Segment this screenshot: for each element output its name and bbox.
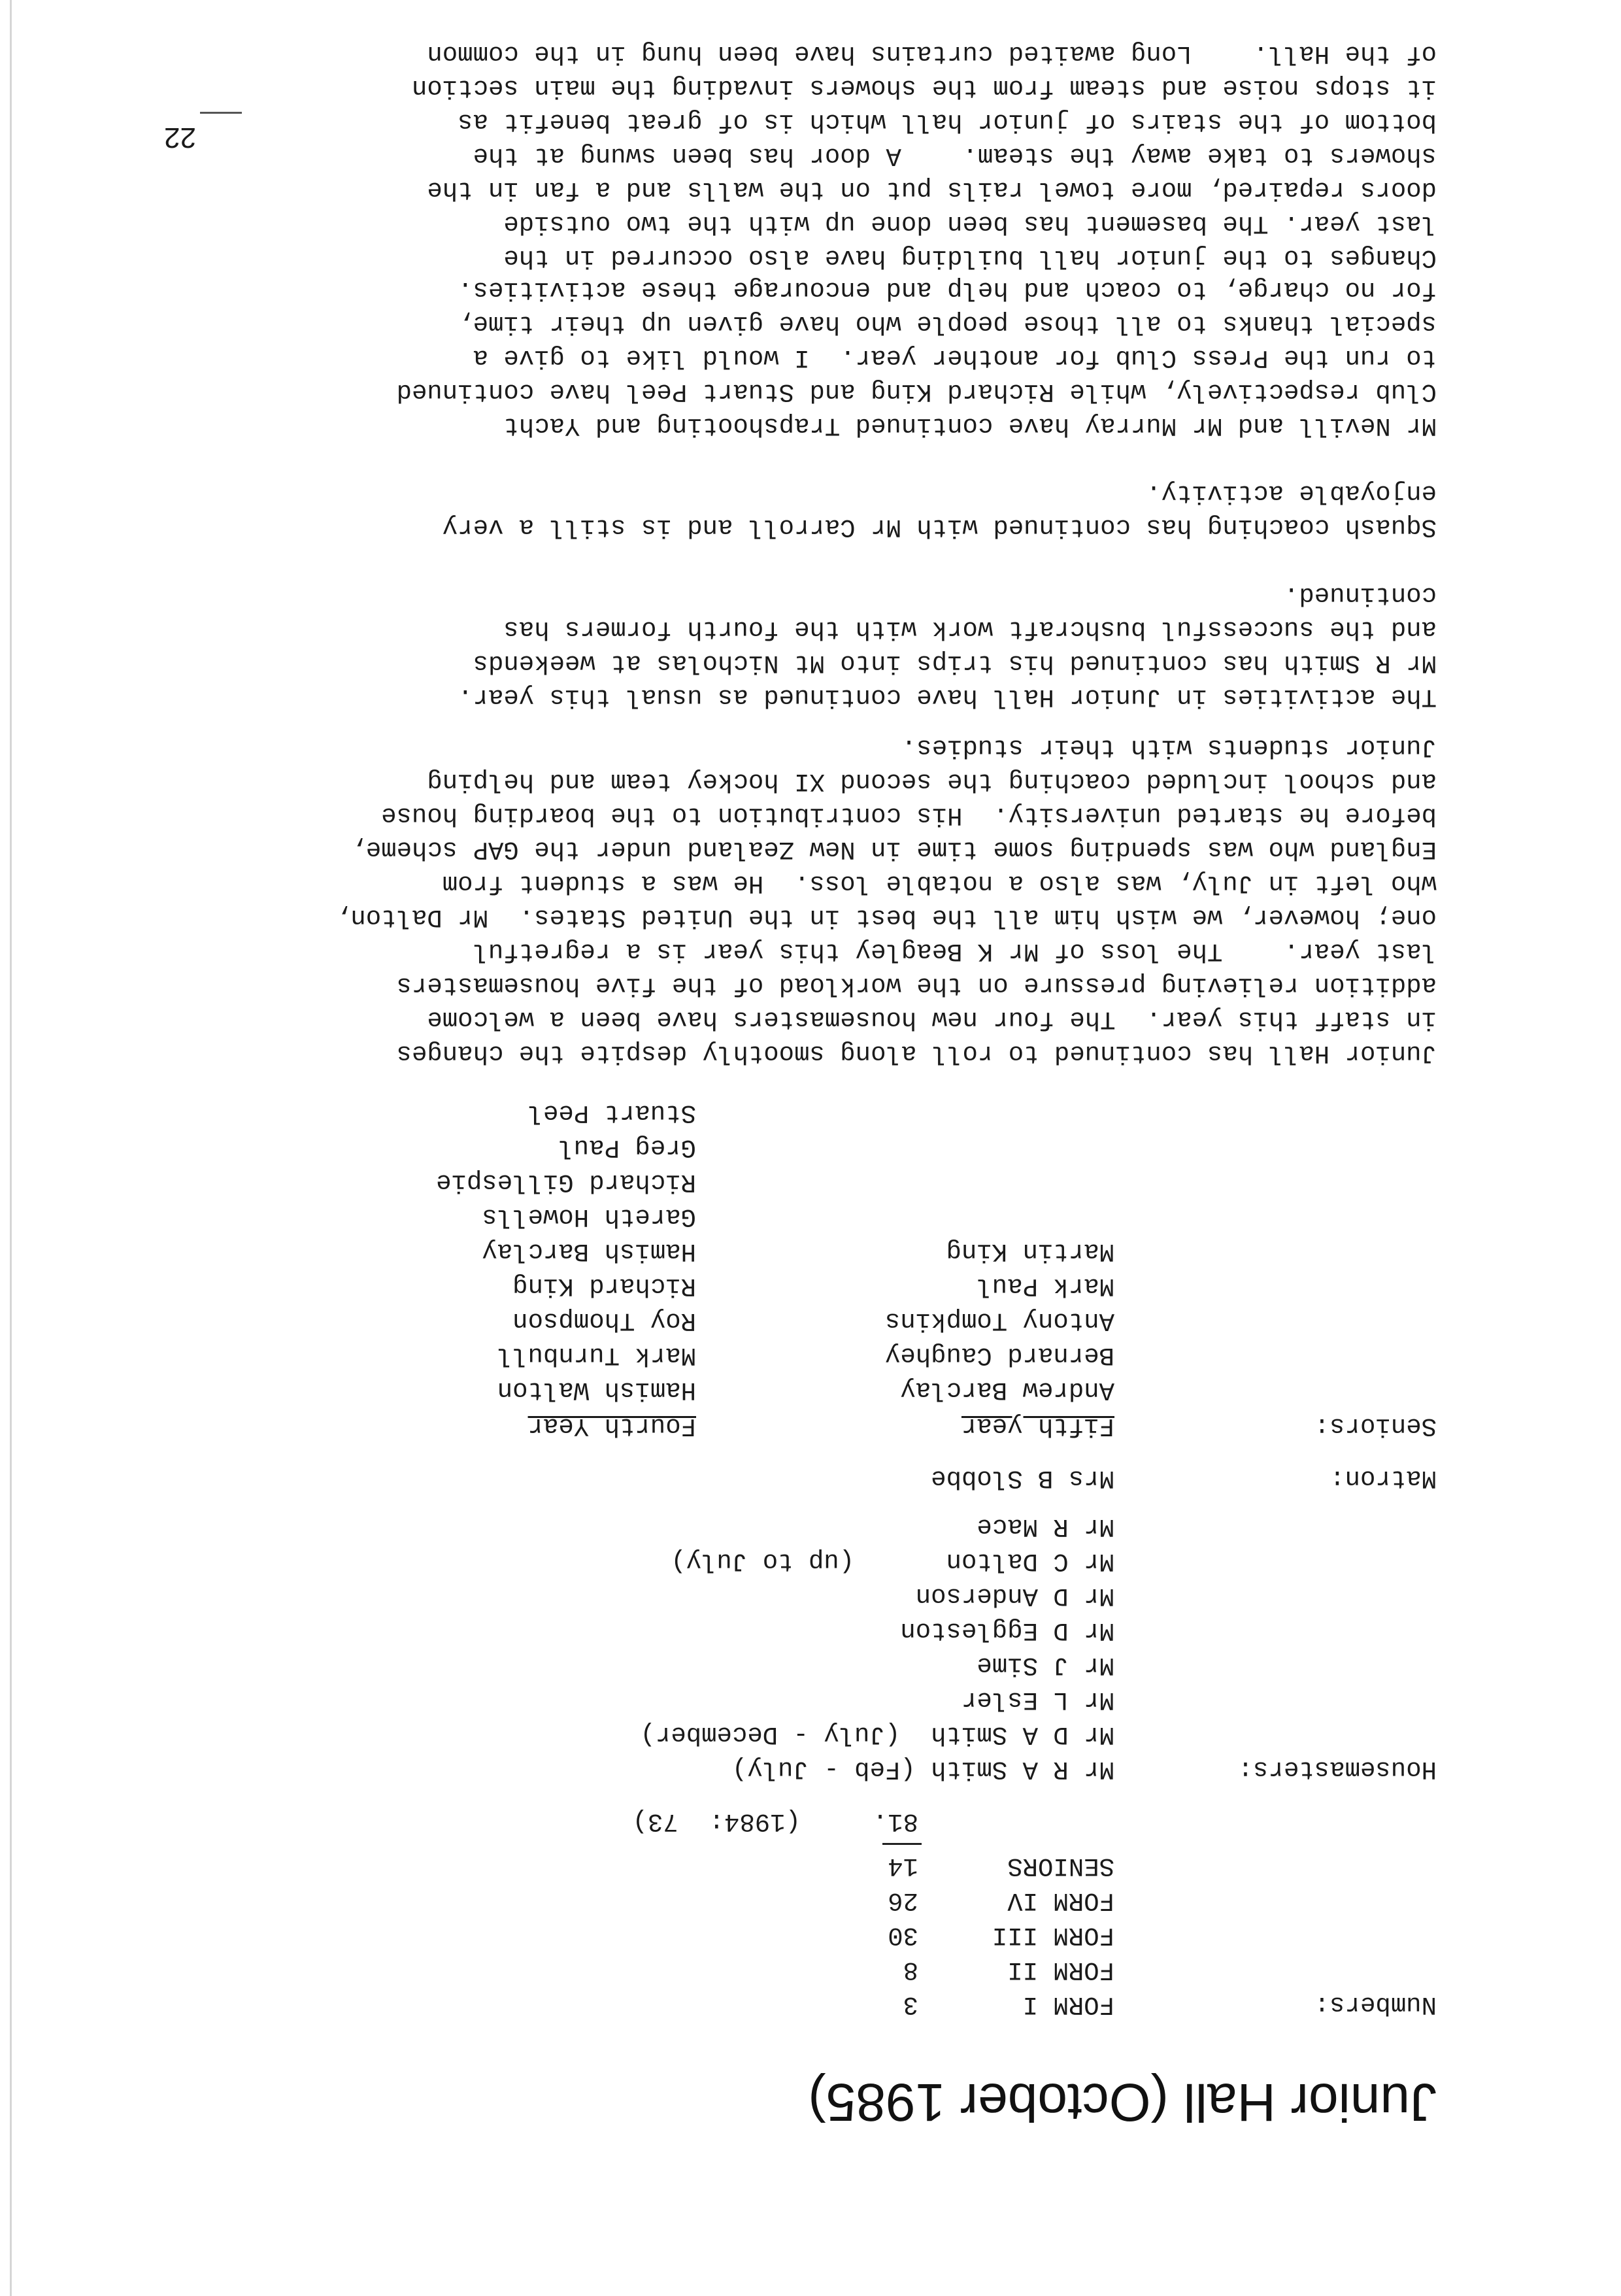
fifth-year-name: Andrew Barclay (900, 1376, 1114, 1404)
number-row-count: 30 (888, 1921, 918, 1950)
fourth-year-name: Hamish Barclay (482, 1237, 696, 1266)
number-row-form: FORM I (1022, 1990, 1114, 2019)
body-paragraph: Mr Nevill and Mr Murray have continued Trapshooting and Yacht Club respectively, while Richard King and Stuart Peel have continued to run the Press Club for another year. I would like to give a special thanks to all those people who have given up their time, for no charge, to coach and help and encourage these activities. (396, 275, 1437, 440)
total-rule (882, 1843, 922, 1845)
number-row-form: SENIORS (1007, 1851, 1114, 1880)
matron-label: Matron: (1329, 1464, 1437, 1493)
body-paragraph: Squash coaching has continued with Mr Carroll and is still a very enjoyable activity. (442, 479, 1437, 541)
body-paragraph: The activities in Junior Hall have continued as usual this year. Mr R Smith has continued his trips into Mt Nicholas at weekends and the successful bushcraft work with the fourth formers has continued. (458, 581, 1437, 711)
fifth-year-heading: Fifth year (961, 1411, 1114, 1440)
number-row-count: 3 (903, 1990, 918, 2019)
housemaster-name: Mr R Mace (977, 1512, 1114, 1541)
number-row-count: 14 (888, 1851, 918, 1880)
fifth-year-name: Bernard Caughey (884, 1341, 1114, 1370)
numbers-total: 81. (872, 1807, 918, 1836)
housemaster-name: Mr D Eggleston (900, 1616, 1114, 1645)
fifth-year-name: Martin King (946, 1237, 1114, 1266)
fourth-year-name: Hamish Walton (497, 1376, 696, 1404)
seniors-label: Seniors: (1314, 1411, 1437, 1440)
numbers-label: Numbers: (1314, 1990, 1437, 2019)
page-title: Junior Hall (October 1985) (808, 2072, 1437, 2132)
number-row-form: FORM II (1007, 1955, 1114, 1984)
number-row-form: FORM IV (1007, 1886, 1114, 1915)
number-row-count: 26 (888, 1886, 918, 1915)
housemaster-name: Mr L Esler (961, 1685, 1114, 1714)
housemaster-name: Mr J Sime (977, 1651, 1114, 1680)
page-number: 22 (164, 122, 196, 154)
numbers-previous: (1984: 73) (632, 1807, 801, 1836)
fifth-year-name: Antony Tompkins (884, 1306, 1114, 1335)
scan-mark (200, 112, 242, 114)
fourth-year-name: Mark Turnbull (497, 1341, 696, 1370)
housemaster-name: Mr D A Smith (July - December) (640, 1720, 1114, 1749)
fourth-year-name: Richard King (512, 1272, 696, 1300)
number-row-count: 8 (903, 1955, 918, 1984)
fourth-year-name: Roy Thompson (512, 1306, 696, 1335)
fourth-year-name: Greg Paul (558, 1133, 696, 1162)
housemasters-label: Housemasters: (1237, 1755, 1437, 1783)
number-row-form: FORM III (992, 1921, 1114, 1950)
scan-edge-line (10, 0, 12, 2296)
fourth-year-heading: Fourth Year (527, 1411, 696, 1440)
fourth-year-name: Gareth Howells (482, 1202, 696, 1231)
matron-name: Mrs B Slobbe (931, 1464, 1114, 1493)
housemaster-name: Mr R A Smith (Feb - July) (731, 1755, 1114, 1783)
housemaster-name: Mr D Anderson (915, 1581, 1114, 1610)
fifth-year-name: Mark Paul (977, 1272, 1114, 1300)
body-paragraph: Changes to the junior hall building have also occurred in the last year. The basement has been done up with the two outside doors repaired, more towel rails put on the walls and a fan in the showers to take away the steam. A door has been swung at the bottom of the stairs of junior hall which is of great benefit as it stops noise and steam from the showers invading the main section of the Hall. Long awaited curtains have been hung in the common (411, 39, 1437, 272)
fourth-year-name: Richard Gillespie (436, 1168, 696, 1196)
housemaster-name: Mr C Dalton (up to July) (671, 1547, 1114, 1576)
fourth-year-name: Stuart Peel (527, 1098, 696, 1127)
body-paragraph: Junior Hall has continued to roll along smoothly despite the changes in staff this year. The four new housemasters have been a welcome addition relieving pressure on the workload of the five housemasters last year. The loss of Mr K Beagley this year is a regretful one; however, we wish him all the best in the United States. Mr Dalton, who left in July, was also a notable loss. He was a student from England who was spending some time in New Zealand under the GAP scheme, before he started university. His contribution to the boarding house and school included coaching the second XI hockey team and helping Junior students with their studies. (335, 733, 1437, 1068)
